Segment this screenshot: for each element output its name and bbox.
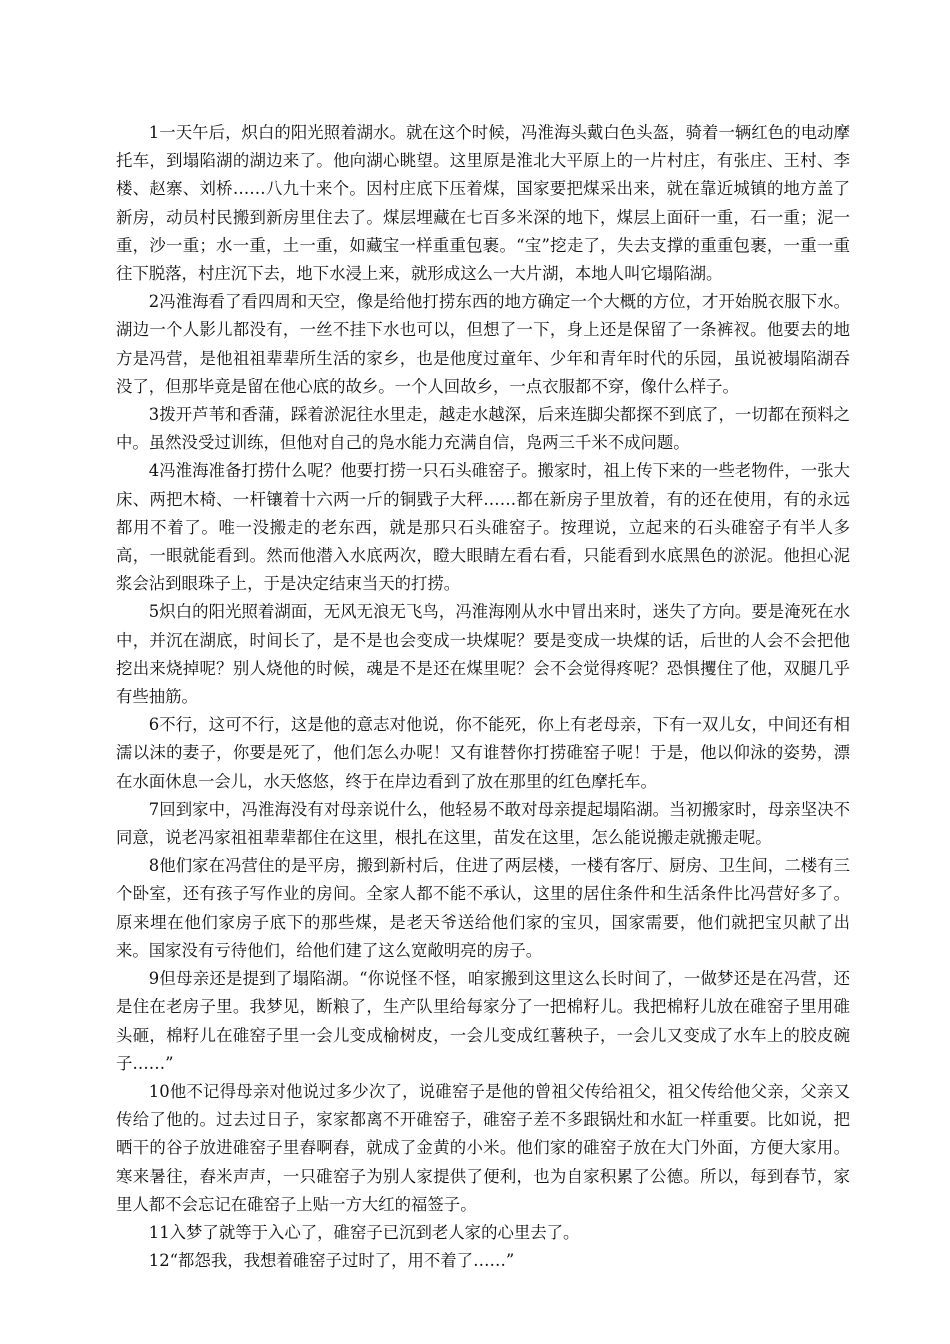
- paragraph-7: 7回到家中，冯淮海没有对母亲说什么，他轻易不敢对母亲提起塌陷湖。当初搬家时，母亲坚决不同意，说老冯家祖祖辈辈都住在这里，根扎在这里，苗发在这里，怎么能说搬走就搬走呢。: [116, 799, 850, 848]
- paragraph-8: 8他们家在冯营住的是平房，搬到新村后，住进了两层楼，一楼有客厅、厨房、卫生间，二楼有三个卧室，还有孩子写作业的房间。全家人都不能不承认，这里的居住条件和生活条件比冯营好多了。原来埋在他们家房子底下的那些煤，是老天爷送给他们家的宝贝，国家需要，他们就把宝贝献了出来。国家没有亏待他们，给他们建了这么宽敞明亮的房子。: [116, 856, 850, 960]
- paragraph-3: 3拨开芦苇和香蒲，踩着淤泥往水里走，越走水越深，后来连脚尖都探不到底了，一切都在预料之中。虽然没受过训练，但他对自己的凫水能力充满自信，凫两三千米不成问题。: [116, 405, 850, 453]
- paragraph-4: 4冯淮海准备打捞什么呢？他要打捞一只石头碓窑子。搬家时，祖上传下来的一些老物件，一张大床、两把木椅、一杆镶着十六两一斤的铜戥子大秤……都在新房子里放着，有的还在使用，有的永远都用不着了。唯一没搬走的老东西，就是那只石头碓窑子。按理说，立起来的石头碓窑子有半人多高，一眼就能看到。然而他潜入水底两次，瞪大眼睛左看右看，只能看到水底黑色的淤泥。他担心泥浆会沾到眼珠子上，于是决定结束当天的打捞。: [116, 461, 850, 594]
- paragraph-6: 6不行，这可不行，这是他的意志对他说，你不能死，你上有老母亲，下有一双儿女，中间还有相濡以沫的妻子，你要是死了，他们怎么办呢！又有谁替你打捞碓窑子呢！于是，他以仰泳的姿势，漂在水面休息一会儿，水天悠悠，终于在岸边看到了放在那里的红色摩托车。: [116, 715, 850, 791]
- paragraph-10: 10他不记得母亲对他说过多少次了，说碓窑子是他的曾祖父传给祖父，祖父传给他父亲，父亲又传给了他的。过去过日子，家家都离不开碓窑子，碓窑子差不多跟锅灶和水缸一样重要。比如说，把晒干的谷子放进碓窑子里舂啊舂，就成了金黄的小米。他们家的碓窑子放在大门外面，方便大家用。寒来暑往，舂米声声，一只碓窑子为别人家提供了便利，也为自家积累了公德。所以，每到春节，家里人都不会忘记在碓窑子上贴一方大红的福签子。: [116, 1081, 850, 1214]
- paragraph-11: 11入梦了就等于入心了，碓窑子已沉到老人家的心里去了。: [148, 1222, 580, 1242]
- paragraph-9: 9但母亲还是提到了塌陷湖。“你说怪不怪，咱家搬到这里这么长时间了，一做梦还是在冯营，还是住在老房子里。我梦见，断粮了，生产队里给每家分了一把棉籽儿。我把棉籽儿放在碓窑子里用碓头砸，棉籽儿在碓窑子里一会儿变成榆树皮，一会儿变成红薯秧子，一会儿又变成了水车上的胶皮碗子……”: [116, 969, 850, 1073]
- paragraph-1: 1一天午后，炽白的阳光照着湖水。就在这个时候，冯淮海头戴白色头盔，骑着一辆红色的电动摩托车，到塌陷湖的湖边来了。他向湖心眺望。这里原是淮北大平原上的一片村庄，有张庄、王村、李楼、赵寨、刘桥……八九十来个。因村庄底下压着煤，国家要把煤采出来，就在靠近城镇的地方盖了新房，动员村民搬到新房里住去了。煤层埋藏在七百多米深的地下，煤层上面矸一重，石一重；泥一重，沙一重；水一重，土一重，如藏宝一样重重包裹。“宝”挖走了，失去支撑的重重包裹，一重一重往下脱落，村庄沉下去，地下水浸上来，就形成这么一大片湖，本地人叫它塌陷湖。: [116, 123, 850, 284]
- paragraph-5: 5炽白的阳光照着湖面，无风无浪无飞鸟，冯淮海刚从水中冒出来时，迷失了方向。要是淹死在水中，并沉在湖底，时间长了，是不是也会变成一块煤呢？要是变成一块煤的话，后世的人会不会把他挖出来烧掉呢？别人烧他的时候，魂是不是还在煤里呢？会不会觉得疼呢？恐惧攫住了他，双腿几乎有些抽筋。: [116, 602, 850, 707]
- paragraph-2: 2冯淮海看了看四周和天空，像是给他打捞东西的地方确定一个大概的方位，才开始脱衣服下水。湖边一个人影儿都没有，一丝不挂下水也可以，但想了一下，身上还是保留了一条裤衩。他要去的地方是冯营，是他祖祖辈辈所生活的家乡，也是他度过童年、少年和青年时代的乐园，虽说被塌陷湖吞没了，但那毕竟是留在他心底的故乡。一个人回故乡，一点衣服都不穿，像什么样子。: [116, 292, 850, 396]
- paragraph-12: 12“都怨我，我想着碓窑子过时了，用不着了……”: [148, 1251, 515, 1271]
